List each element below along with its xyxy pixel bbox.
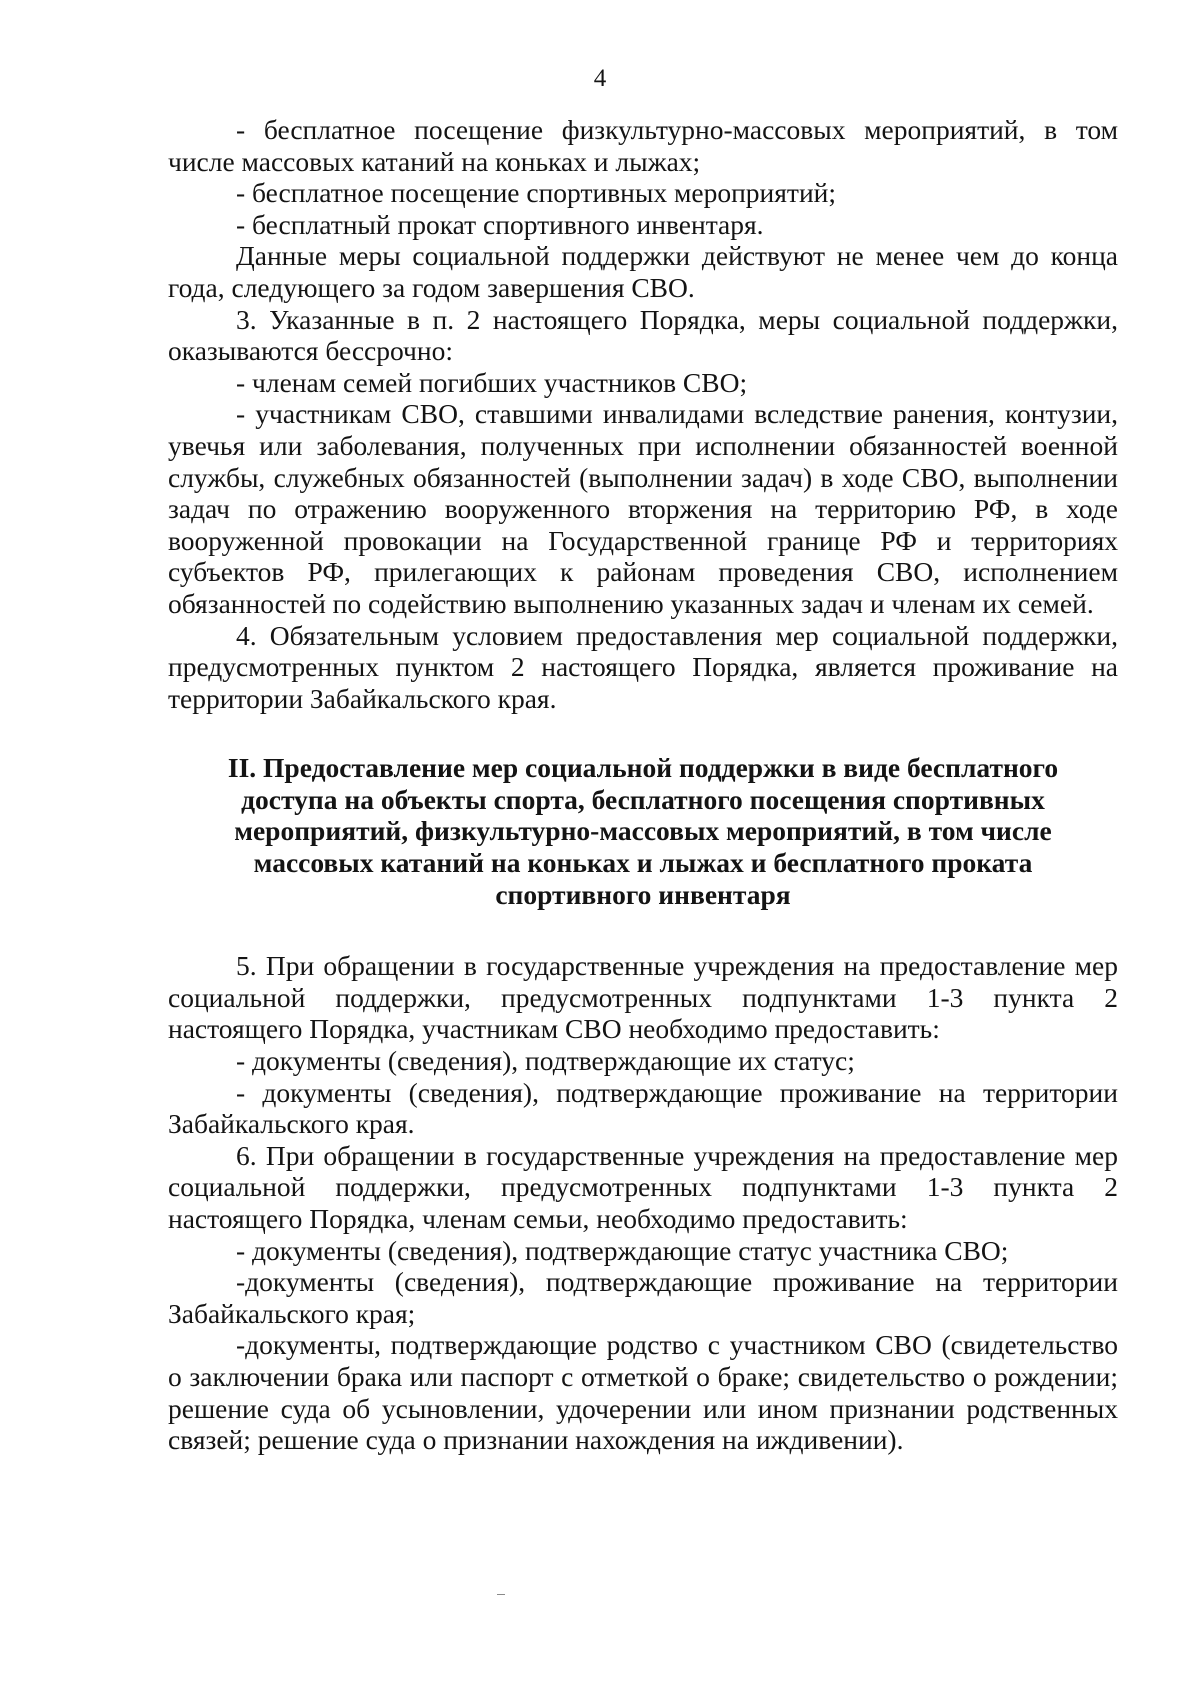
paragraph: 4. Обязательным условием предоставления мер социальной поддержки, предусмотренных пунктом 2 настоящего Порядка, является проживание на территории Забайкальского края. <box>168 619 1118 714</box>
section-heading: II. Предоставление мер социальной поддержки в виде бесплатного доступа на объекты спорта, бесплатного посещения спортивных мероприятий, физкультурно-массовых мероприятий, в том числе массовых катаний на коньках и лыжах и бесплатного проката спортивного инвентаря <box>227 752 1059 910</box>
paragraph: - документы (сведения), подтверждающие их статус; <box>236 1045 855 1077</box>
paragraph: 3. Указанные в п. 2 настоящего Порядка, меры социальной поддержки, оказываются бессрочно: <box>168 303 1118 367</box>
paragraph: - бесплатное посещение спортивных мероприятий; <box>236 177 837 209</box>
paragraph: - членам семей погибших участников СВО; <box>236 366 748 398</box>
paragraph: - бесплатное посещение физкультурно-массовых мероприятий, в том числе массовых катаний на коньках и лыжах; <box>168 114 1118 177</box>
paragraph: 5. При обращении в государственные учреждения на предоставление мер социальной поддержки, предусмотренных подпунктами 1-3 пункта 2 настоящего Порядка, участникам СВО необходимо предоставить: <box>168 950 1118 1045</box>
scan-mark <box>497 1594 505 1595</box>
page-number: 4 <box>593 65 607 92</box>
document-body <box>168 114 1118 1456</box>
paragraph: -документы (сведения), подтверждающие проживание на территории Забайкальского края; <box>168 1266 1118 1329</box>
paragraph: - документы (сведения), подтверждающие проживание на территории Забайкальского края. <box>168 1076 1118 1140</box>
paragraph: 6. При обращении в государственные учреждения на предоставление мер социальной поддержки, предусмотренных подпунктами 1-3 пункта 2 настоящего Порядка, членам семьи, необходимо предоставить: <box>168 1139 1118 1234</box>
paragraph: Данные меры социальной поддержки действуют не менее чем до конца года, следующего за годом завершения СВО. <box>168 240 1118 303</box>
paragraph: - бесплатный прокат спортивного инвентаря. <box>236 208 764 240</box>
paragraph: - участникам СВО, ставшими инвалидами вследствие ранения, контузии, увечья или заболевания, полученных при исполнении обязанностей военной службы, служебных обязанностей (выполнении задач) в ходе СВО, выполнении задач по отражению вооруженного вторжения на территорию РФ, в ходе вооруженной провокации на Государственной границе РФ и территориях субъектов РФ, прилегающих к районам проведения СВО, исполнением обязанностей по содействию выполнению указанных задач и членам их семей. <box>168 398 1118 619</box>
paragraph: - документы (сведения), подтверждающие статус участника СВО; <box>236 1234 1009 1266</box>
paragraph: -документы, подтверждающие родство с участником СВО (свидетельство о заключении брака или паспорт с отметкой о браке; свидетельство о рождении; решение суда об усыновлении, удочерении или ином признании родственных связей; решение суда о признании нахождения на иждивении). <box>168 1329 1118 1456</box>
